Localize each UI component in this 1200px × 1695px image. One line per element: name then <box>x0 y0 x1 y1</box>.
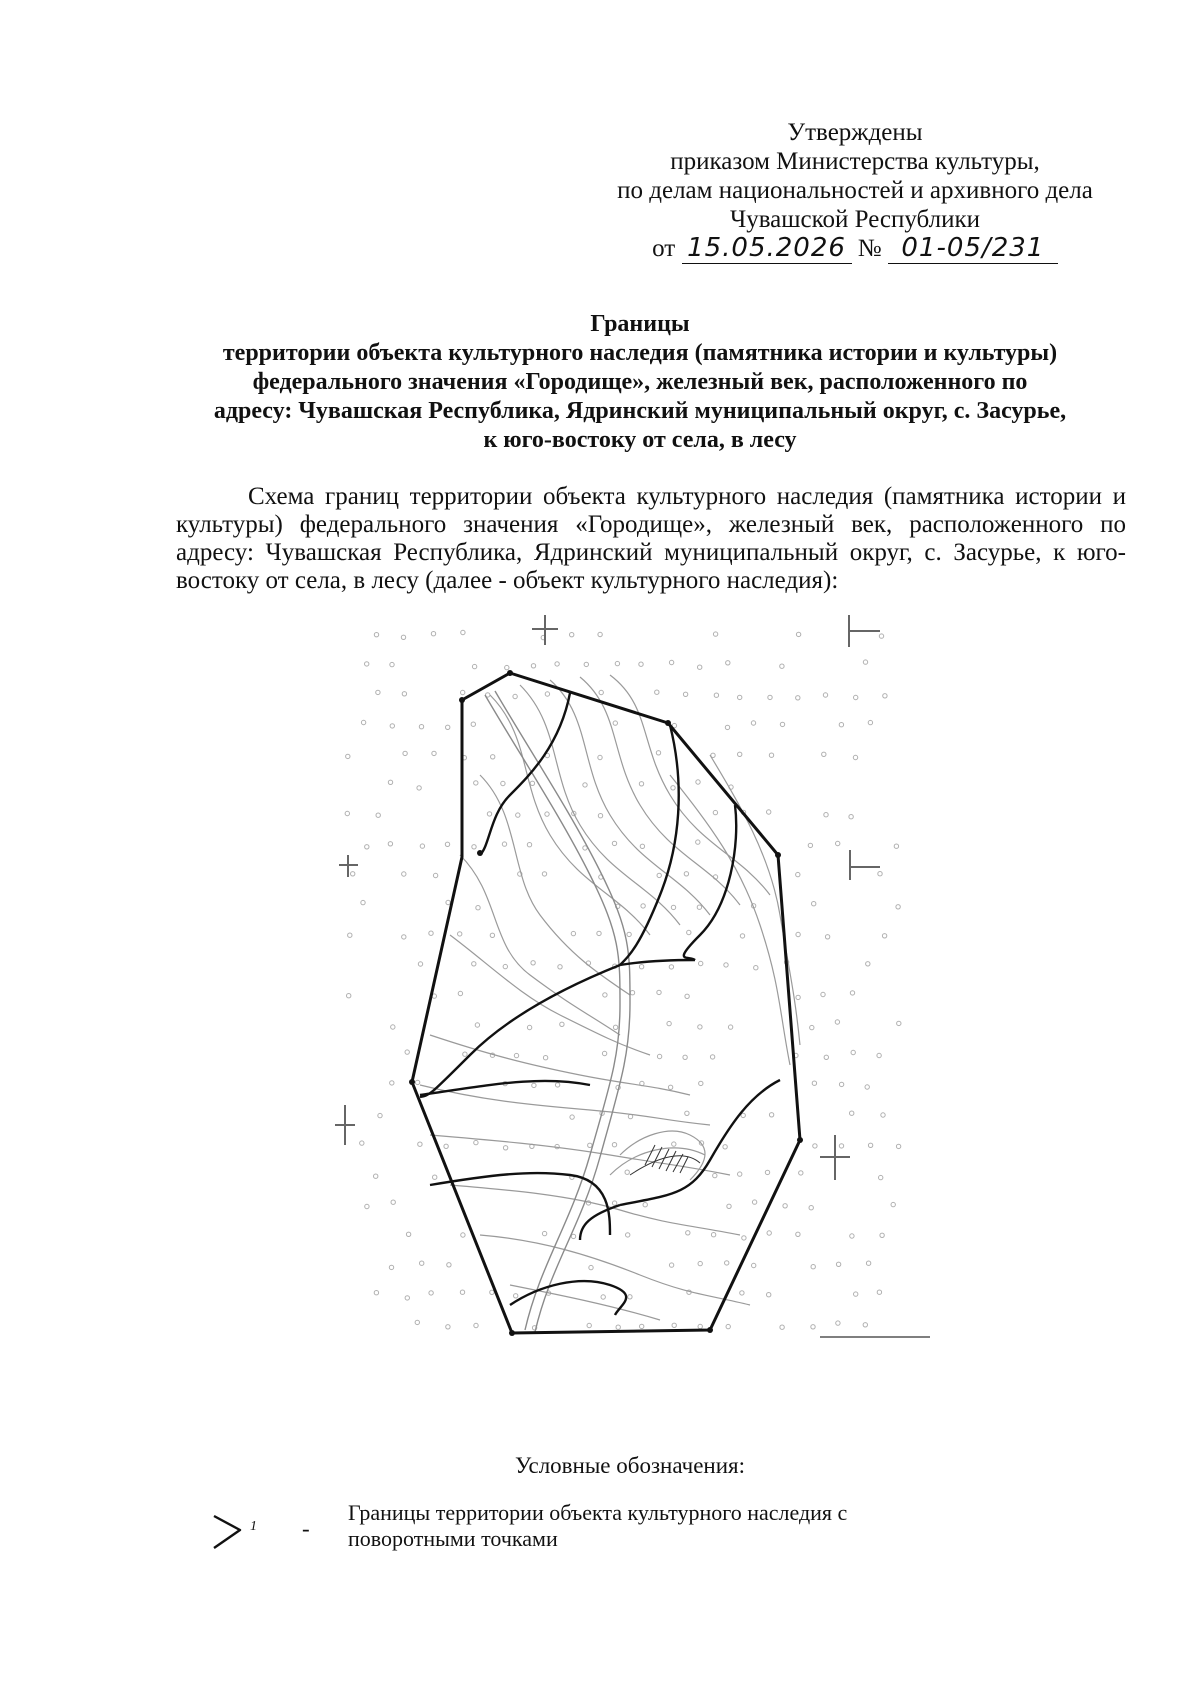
tree-mark <box>560 1022 564 1026</box>
tree-mark <box>851 1050 855 1054</box>
tree-mark <box>894 844 898 848</box>
tree-mark <box>839 1144 843 1148</box>
tree-mark <box>612 1143 616 1147</box>
tree-mark <box>726 1324 730 1328</box>
approval-republic-line: Чувашской Республики <box>729 206 981 233</box>
tree-mark <box>527 843 531 847</box>
tree-mark <box>543 1056 547 1060</box>
tree-mark <box>669 965 673 969</box>
tree-mark <box>599 690 603 694</box>
tree-mark <box>752 1200 756 1204</box>
tree-mark <box>657 990 661 994</box>
tree-mark <box>390 724 394 728</box>
tree-mark <box>461 630 465 634</box>
tree-mark <box>711 1233 715 1237</box>
tree-mark <box>683 692 687 696</box>
tree-mark <box>639 965 643 969</box>
tree-mark <box>446 725 450 729</box>
tree-mark <box>657 1054 661 1058</box>
tree-mark <box>738 695 742 699</box>
tree-mark <box>587 1323 591 1327</box>
tree-mark <box>727 1204 731 1208</box>
tree-mark <box>433 1175 437 1179</box>
tree-mark <box>388 780 392 784</box>
tree-mark <box>461 1233 465 1237</box>
tree-mark <box>433 873 437 877</box>
tree-mark <box>603 993 607 997</box>
tree-mark <box>738 752 742 756</box>
tree-mark <box>696 780 700 784</box>
tree-mark <box>710 1055 714 1059</box>
tree-mark <box>822 752 826 756</box>
grid-crosses <box>290 615 880 1180</box>
tree-mark <box>768 695 772 699</box>
tree-mark <box>835 1020 839 1024</box>
tree-mark <box>390 662 394 666</box>
legend-boundary-text: Границы территории объекта культурного наследия с поворотными точками <box>348 1500 848 1551</box>
tree-mark <box>490 933 494 937</box>
tree-mark <box>420 844 424 848</box>
tree-mark <box>799 1171 803 1175</box>
tree-mark <box>571 1234 575 1238</box>
tree-mark <box>601 1295 605 1299</box>
tree-mark <box>388 842 392 846</box>
tree-mark <box>669 1263 673 1267</box>
tree-mark <box>502 842 506 846</box>
tree-mark <box>420 1261 424 1265</box>
tree-mark <box>476 906 480 910</box>
tree-mark <box>532 1083 536 1087</box>
tree-mark <box>419 725 423 729</box>
tree-mark <box>471 722 475 726</box>
tree-mark <box>667 1021 671 1025</box>
tree-mark <box>391 1200 395 1204</box>
tree-mark <box>640 1324 644 1328</box>
tree-mark <box>752 1263 756 1267</box>
tree-mark <box>697 905 701 909</box>
tree-mark <box>896 1144 900 1148</box>
tree-mark <box>615 661 619 665</box>
tree-mark <box>725 1261 729 1265</box>
tree-mark <box>683 1055 687 1059</box>
tree-mark <box>501 781 505 785</box>
tree-mark <box>810 1025 814 1029</box>
tree-mark <box>780 1325 784 1329</box>
tree-mark <box>699 1081 703 1085</box>
tree-mark <box>429 931 433 935</box>
date-prefix: от <box>652 235 676 262</box>
title-line-4: адресу: Чувашская Республика, Ядринский муниципальный округ, с. Засурье, <box>213 398 1067 424</box>
tree-mark <box>685 1111 689 1115</box>
tree-mark <box>376 813 380 817</box>
tree-mark <box>376 690 380 694</box>
tree-mark <box>796 872 800 876</box>
tree-mark <box>555 1083 559 1087</box>
tree-mark <box>849 815 853 819</box>
tree-mark <box>415 1080 419 1084</box>
tree-mark <box>836 1262 840 1266</box>
tree-mark <box>728 1025 732 1029</box>
tree-mark <box>472 845 476 849</box>
tree-mark <box>402 872 406 876</box>
tree-mark <box>671 905 675 909</box>
tree-mark <box>696 840 700 844</box>
tree-mark <box>698 1324 702 1328</box>
tree-mark <box>767 810 771 814</box>
legend-title: Условные обозначения: <box>514 1453 746 1478</box>
tree-mark <box>809 1206 813 1210</box>
tree-mark <box>836 841 840 845</box>
tree-mark <box>531 961 535 965</box>
tree-mark <box>738 1172 742 1176</box>
tree-mark <box>447 1263 451 1267</box>
tree-mark <box>491 755 495 759</box>
tree-mark <box>571 931 575 935</box>
tree-mark <box>780 664 784 668</box>
tree-mark <box>639 782 643 786</box>
tree-mark <box>345 811 349 815</box>
tree-mark <box>656 751 660 755</box>
tree-mark <box>877 1053 881 1057</box>
tree-mark <box>672 1323 676 1327</box>
tree-mark <box>713 810 717 814</box>
tree-mark <box>570 1115 574 1119</box>
tree-mark <box>346 754 350 758</box>
tree-mark <box>896 905 900 909</box>
tree-mark <box>347 994 351 998</box>
tree-mark <box>474 1323 478 1327</box>
tree-mark <box>868 1143 872 1147</box>
tree-mark <box>378 1113 382 1117</box>
tree-mark <box>812 1081 816 1085</box>
tree-mark <box>891 1202 895 1206</box>
tree-mark <box>877 1290 881 1294</box>
tree-mark <box>446 1325 450 1329</box>
tree-mark <box>391 1025 395 1029</box>
tree-mark <box>403 751 407 755</box>
road <box>485 691 630 1332</box>
tree-mark <box>542 872 546 876</box>
tree-mark <box>405 1296 409 1300</box>
tree-mark <box>868 720 872 724</box>
tree-mark <box>821 992 825 996</box>
tree-mark <box>348 933 352 937</box>
tree-mark <box>417 786 421 790</box>
tree-mark <box>415 1320 419 1324</box>
tree-mark <box>839 1082 843 1086</box>
tree-mark <box>458 991 462 995</box>
tree-mark <box>783 1204 787 1208</box>
tree-mark <box>431 632 435 636</box>
tree-mark <box>474 781 478 785</box>
tree-mark <box>865 1085 869 1089</box>
tree-mark <box>490 1290 494 1294</box>
tree-mark <box>698 1261 702 1265</box>
tree-mark <box>503 964 507 968</box>
tree-mark <box>863 1323 867 1327</box>
tree-mark <box>839 723 843 727</box>
tree-mark <box>643 1203 647 1207</box>
tree-mark <box>796 696 800 700</box>
legend-dash: - <box>302 1516 310 1541</box>
tree-mark <box>513 694 517 698</box>
tree-mark <box>796 1232 800 1236</box>
tree-mark <box>418 1142 422 1146</box>
approval-heading: Утверждены <box>787 119 923 146</box>
tree-mark <box>374 1291 378 1295</box>
tree-mark <box>879 634 883 638</box>
tree-mark <box>589 1265 593 1269</box>
tree-mark <box>583 783 587 787</box>
tree-mark <box>686 1231 690 1235</box>
tree-mark <box>769 753 773 757</box>
tree-mark <box>740 1291 744 1295</box>
tree-mark <box>558 965 562 969</box>
tree-mark <box>713 1173 717 1177</box>
tree-mark <box>555 662 559 666</box>
boundary-symbol-icon <box>210 1508 280 1558</box>
tree-mark <box>628 1295 632 1299</box>
tree-mark <box>854 1292 858 1296</box>
heritage-boundary <box>412 673 800 1333</box>
tree-mark <box>713 632 717 636</box>
tree-mark <box>883 694 887 698</box>
tree-mark <box>655 690 659 694</box>
number-prefix: № <box>857 235 882 262</box>
tree-mark <box>808 843 812 847</box>
tree-mark <box>584 662 588 666</box>
tree-mark <box>613 721 617 725</box>
title-line-3: федерального значения «Городище», железный век, расположенного по <box>252 369 1028 395</box>
tree-mark <box>723 1145 727 1149</box>
tree-mark <box>850 1111 854 1115</box>
tree-mark <box>505 665 509 669</box>
tree-mark <box>897 1021 901 1025</box>
tree-mark <box>374 633 378 637</box>
tree-mark <box>866 962 870 966</box>
tree-mark <box>351 872 355 876</box>
tree-mark <box>570 633 574 637</box>
tree-mark <box>724 963 728 967</box>
tree-mark <box>598 632 602 636</box>
tree-mark <box>780 722 784 726</box>
tree-mark <box>514 1294 518 1298</box>
tree-mark <box>401 635 405 639</box>
tree-mark <box>458 932 462 936</box>
tree-mark <box>530 781 534 785</box>
tree-mark <box>850 1234 854 1238</box>
tree-mark <box>699 961 703 965</box>
order-date: 15.05.2026 <box>682 234 852 264</box>
approval-date-number-line <box>560 234 1150 264</box>
tree-mark <box>545 812 549 816</box>
tree-mark <box>613 1025 617 1029</box>
tree-mark <box>418 962 422 966</box>
tree-mark <box>445 842 449 846</box>
legend-row-boundary <box>210 1500 1010 1570</box>
tree-mark <box>853 755 857 759</box>
tree-mark <box>882 934 886 938</box>
tree-mark <box>825 935 829 939</box>
tree-mark <box>514 1053 518 1057</box>
tree-mark <box>365 1204 369 1208</box>
tree-mark <box>824 1055 828 1059</box>
tree-mark <box>657 873 661 877</box>
tree-mark <box>641 904 645 908</box>
tree-mark <box>769 1113 773 1117</box>
tree-mark <box>671 786 675 790</box>
tree-mark <box>754 966 758 970</box>
tree-mark <box>616 1325 620 1329</box>
tree-mark <box>668 1085 672 1089</box>
approval-order-line: приказом Министерства культуры, <box>670 148 1040 175</box>
tree-mark <box>714 693 718 697</box>
tree-mark <box>812 902 816 906</box>
tree-mark <box>531 664 535 668</box>
tree-mark <box>850 991 854 995</box>
tree-mark <box>669 660 673 664</box>
tree-mark <box>796 995 800 999</box>
tree-mark <box>767 1293 771 1297</box>
tree-mark <box>360 1141 364 1145</box>
tree-mark <box>740 934 744 938</box>
tree-mark <box>630 991 634 995</box>
approval-block <box>560 118 1150 264</box>
tree-mark <box>516 813 520 817</box>
tree-mark <box>389 1265 393 1269</box>
tree-marks <box>345 630 901 1330</box>
tree-mark <box>627 932 631 936</box>
tree-mark <box>597 931 601 935</box>
tree-mark <box>767 1231 771 1235</box>
tree-mark <box>823 693 827 697</box>
tree-mark <box>625 1170 629 1174</box>
tree-mark <box>879 1175 883 1179</box>
tree-mark <box>444 1144 448 1148</box>
tree-mark <box>432 751 436 755</box>
tree-mark <box>472 664 476 668</box>
intro-paragraph: Схема границ территории объекта культурного наследия (памятника истории и культуры) федерального значения «Городище», железный век, расположенного по адресу: Чувашская Республика, Ядринский муниципальный округ, с. Засурье, к юго-востоку от села, в лесу (далее - объект культурного наследия): <box>176 483 1126 594</box>
tree-mark <box>612 1201 616 1205</box>
tree-mark <box>463 1052 467 1056</box>
tree-mark <box>639 662 643 666</box>
tree-mark <box>640 844 644 848</box>
title-line-1: Границы <box>590 311 690 337</box>
tree-mark <box>405 1050 409 1054</box>
tree-mark <box>598 755 602 759</box>
tree-mark <box>811 1265 815 1269</box>
tree-mark <box>742 1236 746 1240</box>
tree-mark <box>374 1174 378 1178</box>
tree-mark <box>698 1025 702 1029</box>
tree-mark <box>672 1142 676 1146</box>
tree-mark <box>402 692 406 696</box>
tree-mark <box>461 690 465 694</box>
tree-mark <box>765 1170 769 1174</box>
tree-mark <box>863 660 867 664</box>
title-line-5: к юго-востоку от села, в лесу <box>483 427 797 453</box>
legend-point-number: 1 <box>250 1519 257 1534</box>
tree-mark <box>726 661 730 665</box>
tree-mark <box>361 720 365 724</box>
tree-mark <box>880 1233 884 1237</box>
tree-mark <box>878 872 882 876</box>
inner-lines <box>420 693 780 1315</box>
tree-mark <box>751 721 755 725</box>
tree-mark <box>365 845 369 849</box>
tree-mark <box>602 1051 606 1055</box>
tree-mark <box>598 814 602 818</box>
tree-mark <box>687 930 691 934</box>
tree-mark <box>545 692 549 696</box>
tree-mark <box>472 962 476 966</box>
tree-mark <box>475 1023 479 1027</box>
tree-mark <box>725 725 729 729</box>
tree-mark <box>698 665 702 669</box>
tree-mark <box>612 841 616 845</box>
tree-mark <box>390 1081 394 1085</box>
tree-mark <box>796 932 800 936</box>
tree-mark <box>796 632 800 636</box>
order-number: 01-05/231 <box>888 234 1058 264</box>
boundary-map <box>290 615 1050 1445</box>
tree-mark <box>811 1325 815 1329</box>
tree-mark <box>588 1143 592 1147</box>
tree-mark <box>402 935 406 939</box>
tree-mark <box>365 662 369 666</box>
tree-mark <box>429 1291 433 1295</box>
tree-mark <box>474 1140 478 1144</box>
tree-mark <box>361 900 365 904</box>
tree-mark <box>460 1290 464 1294</box>
approval-ministry-line: по делам национальностей и архивного дела <box>617 177 1093 204</box>
tree-mark <box>854 695 858 699</box>
tree-mark <box>487 812 491 816</box>
tree-mark <box>684 872 688 876</box>
tree-mark <box>824 813 828 817</box>
tree-mark <box>813 1144 817 1148</box>
title-line-2: территории объекта культурного наследия (памятника истории и культуры) <box>222 340 1058 366</box>
tree-mark <box>866 1261 870 1265</box>
document-title <box>160 310 1120 455</box>
tree-mark <box>626 1233 630 1237</box>
tree-mark <box>542 1231 546 1235</box>
tree-mark <box>406 1232 410 1236</box>
tree-mark <box>446 900 450 904</box>
tree-mark <box>527 1025 531 1029</box>
tree-mark <box>881 1113 885 1117</box>
tree-mark <box>503 1146 507 1150</box>
tree-mark <box>836 1321 840 1325</box>
tree-mark <box>685 994 689 998</box>
